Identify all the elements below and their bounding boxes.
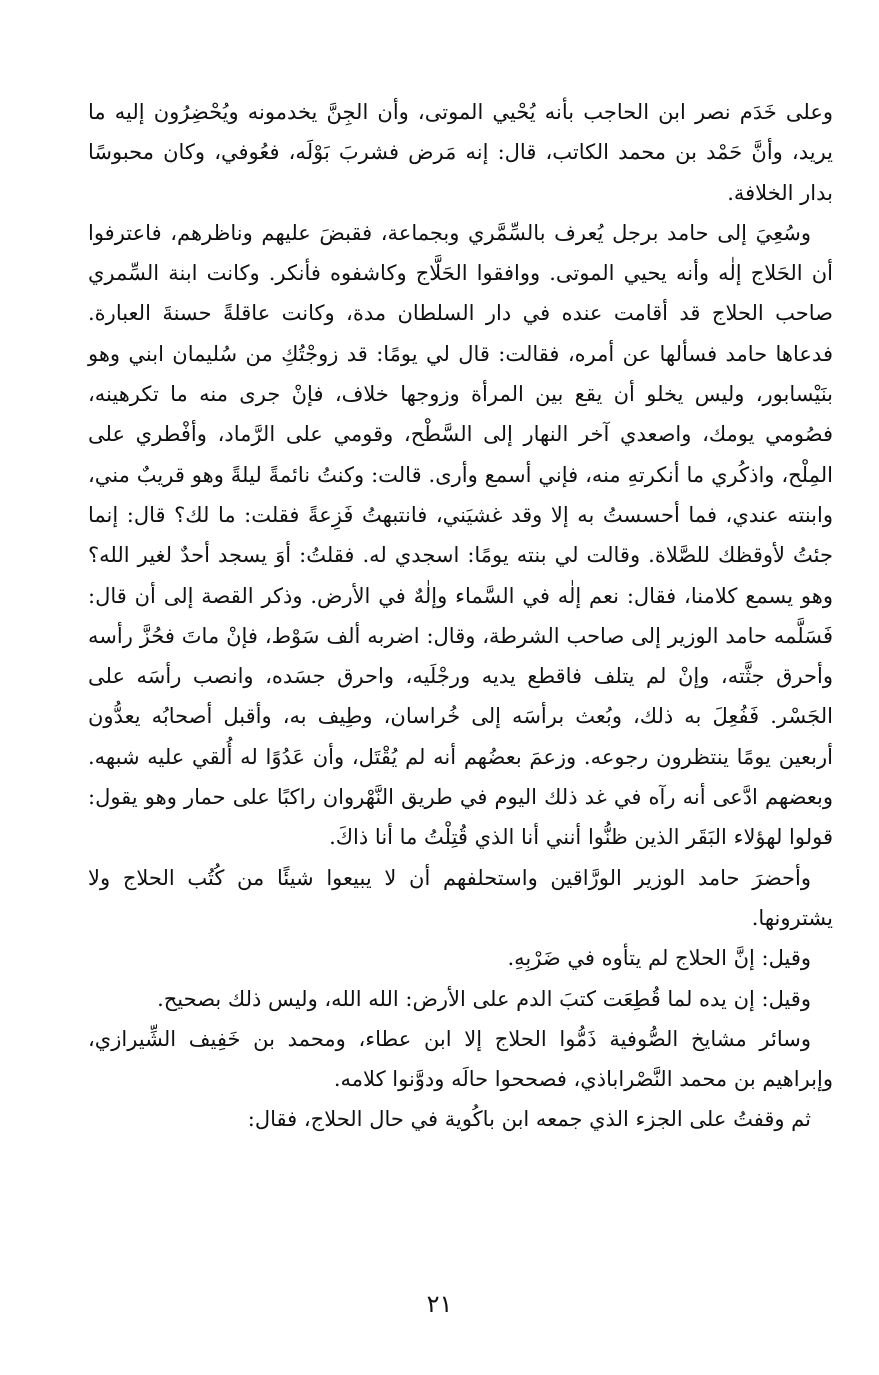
page-text-body <box>88 92 833 1140</box>
paragraph-1: وعلى خَدَم نصر ابن الحاجب بأنه يُحْيي الموتى، وأن الجِنَّ يخدمونه ويُحْضِرُون إليه ما يريد، وأنَّ حَمْد بن محمد الكاتب، قال: إنه مَرض فشربَ بَوْلَه، فعُوفي، وكان محبوسًا بدار الخلافة. <box>88 100 833 205</box>
paragraph-4: وقيل: إنَّ الحلاج لم يتأوه في ضَرْبِهِ. <box>507 946 811 971</box>
paragraph-5: وقيل: إن يده لما قُطِعَت كتبَ الدم على الأرض: الله الله، وليس ذلك بصحيح. <box>157 986 811 1011</box>
paragraph-6: وسائر مشايخ الصُّوفية ذَمُّوا الحلاج إلا ابن عطاء، ومحمد بن خَفِيف الشِّيرازي، وإبراهيم بن محمد النَّصْراباذي، فصححوا حالَه ودوَّنوا كلامه. <box>88 1026 833 1092</box>
paragraph-3: وأحضرَ حامد الوزير الورَّاقين واستحلفهم أن لا يبيعوا شيئًا من كُتُب الحلاج ولا يشترونها. <box>88 865 833 930</box>
page-number: ٢١ <box>426 1290 453 1318</box>
paragraph-2: وسُعِيَ إلى حامد برجل يُعرف بالسِّمَّري وبجماعة، فقبضَ عليهم وناظرهم، فاعترفوا أن الحَلاج إلٰه وأنه يحيي الموتى. ووافقوا الحَلَّاج وكاشفوه فأنكر. وكانت ابنة السِّمري صاحب الحلاج قد أقامت عنده في دار السلطان مدة، وكانت عاقلةً حسنةَ العبارة. فدعاها حامد فسألها عن أمره، فقالت: قال لي يومًا: قد زوجْتُكِ من سُليمان ابني وهو بنَيْسابور، وليس يخلو أن يقع بين المرأة وزوجها خلاف، فإنْ جرى منه ما تكرهينه، فصُومي يومك، واصعدي آخر النهار إلى السَّطْح، وقومي على الرَّماد، وأفْطري على المِلْح، واذكُري ما أنكرتهِ منه، فإني أسمع وأرى. قالت: وكنتُ نائمةً ليلةً وهو قريبٌ مني، وابنته عندي، فما أحسستُ به إلا وقد غشيَني، فانتبهتُ فَزِعةً فقلت: ما لك؟ قال: إنما جئتُ لأوقظك للصَّلاة. وقالت لي بنته يومًا: اسجدي له. فقلتُ: أوَ يسجد أحدٌ لغير الله؟ وهو يسمع كلامنا، فقال: نعم إلٰه في السَّماء وإلٰهٌ في الأرض. وذكر القصة إلى أن قال: فَسَلَّمه حامد الوزير إلى صاحب الشرطة، وقال: اضربه ألف سَوْط، فإنْ ماتَ فحُزَّ رأسه وأحرق جثَّته، وإنْ لم يتلف فاقطع يديه ورجْلَيه، واحرق جسَده، وانصب رأسَه على الجَسْر. فَفُعِلَ به ذلك، وبُعث برأسَه إلى خُراسان، وطِيف به، وأقبل أصحابُه يعدُّون أربعين يومًا ينتظرون رجوعه. وزعمَ بعضُهم أنه لم يُقْتَل، وأن عَدُوًا له أُلقي عليه شبهه. وبعضهم ادَّعى أنه رآه في غد ذلك اليوم في طريق النَّهْروان راكبًا على حمار وهو يقول: قولوا لهؤلاء البَقَر الذين ظنُّوا أنني أنا الذي قُتِلْتُ ما أنا ذاكَ. <box>88 220 833 850</box>
paragraph-7: ثم وقفتُ على الجزء الذي جمعه ابن باكُوية في حال الحلاج، فقال: <box>247 1107 811 1132</box>
